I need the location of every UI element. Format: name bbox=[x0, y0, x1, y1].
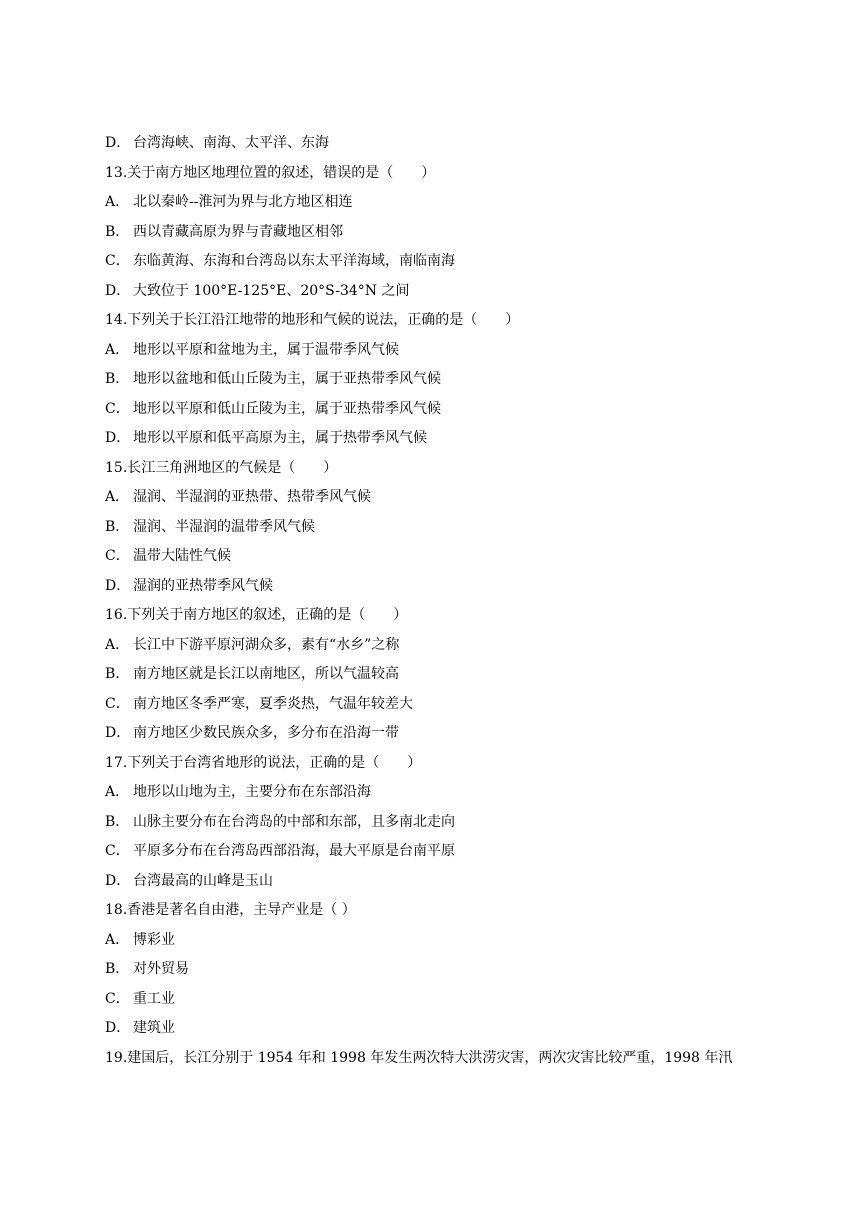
option-letter: C． bbox=[105, 253, 130, 269]
answer-option bbox=[105, 837, 805, 867]
option-text: 地形以盆地和低山丘陵为主，属于亚热带季风气候 bbox=[133, 371, 441, 387]
option-text: 地形以平原和低山丘陵为主，属于亚热带季风气候 bbox=[133, 400, 441, 417]
option-letter: C． bbox=[105, 400, 130, 417]
answer-option bbox=[105, 424, 805, 454]
answer-option bbox=[105, 129, 805, 159]
option-letter: C． bbox=[105, 843, 130, 859]
option-text: 温带大陆性气候 bbox=[133, 548, 231, 564]
answer-option bbox=[105, 277, 805, 307]
answer-option bbox=[105, 778, 805, 808]
answer-option bbox=[105, 247, 805, 277]
option-letter: D． bbox=[105, 430, 131, 446]
answer-option bbox=[105, 542, 805, 572]
option-text: 地形以平原和盆地为主，属于温带季风气候 bbox=[133, 341, 399, 358]
option-letter: A． bbox=[105, 341, 130, 358]
answer-option bbox=[105, 513, 805, 543]
option-letter: A． bbox=[105, 931, 130, 948]
answer-option bbox=[105, 188, 805, 218]
option-text: 湿润的亚热带季风气候 bbox=[133, 577, 273, 594]
answer-option bbox=[105, 483, 805, 513]
option-text: 北以秦岭--淮河为界与北方地区相连 bbox=[133, 194, 353, 210]
answer-option bbox=[105, 955, 805, 985]
option-letter: D． bbox=[105, 282, 131, 299]
answer-option bbox=[105, 218, 805, 248]
question-stem: 19.建国后，长江分别于 1954 年和 1998 年发生两次特大洪涝灾害，两次灾害比较严重，1998 年汛 bbox=[105, 1049, 733, 1066]
option-text: 湿润、半湿润的亚热带、热带季风气候 bbox=[133, 489, 371, 505]
answer-option bbox=[105, 631, 805, 661]
option-text: 建筑业 bbox=[133, 1020, 175, 1036]
option-letter: B． bbox=[105, 813, 130, 830]
option-text: 对外贸易 bbox=[133, 961, 189, 977]
option-letter: B． bbox=[105, 666, 130, 682]
option-text: 湿润、半湿润的温带季风气候 bbox=[133, 518, 315, 535]
option-letter: C． bbox=[105, 548, 130, 564]
question-stem: 17.下列关于台湾省地形的说法，正确的是（ ） bbox=[105, 754, 422, 771]
option-text: 博彩业 bbox=[133, 931, 175, 948]
option-text: 台湾最高的山峰是玉山 bbox=[133, 872, 273, 889]
answer-option bbox=[105, 719, 805, 749]
option-letter: B． bbox=[105, 371, 130, 387]
question-stem: 18.香港是著名自由港，主导产业是（ ） bbox=[105, 902, 356, 918]
option-letter: A． bbox=[105, 194, 130, 210]
option-letter: A． bbox=[105, 489, 130, 505]
answer-option bbox=[105, 867, 805, 897]
answer-option bbox=[105, 985, 805, 1015]
option-text: 长江中下游平原河湖众多，素有“水乡”之称 bbox=[133, 636, 400, 653]
option-letter: D． bbox=[105, 577, 131, 594]
option-letter: D． bbox=[105, 725, 131, 741]
option-letter: C． bbox=[105, 695, 130, 712]
answer-option bbox=[105, 690, 805, 720]
answer-option bbox=[105, 808, 805, 838]
option-text: 重工业 bbox=[133, 990, 175, 1007]
option-letter: B． bbox=[105, 518, 130, 535]
option-text: 大致位于 100°E-125°E、20°S-34°N 之间 bbox=[133, 282, 410, 299]
option-text: 台湾海峡、南海、太平洋、东海 bbox=[133, 135, 329, 151]
option-text: 东临黄海、东海和台湾岛以东太平洋海域，南临南海 bbox=[133, 253, 455, 269]
option-letter: D． bbox=[105, 872, 131, 889]
question-stem: 14.下列关于长江沿江地带的地形和气候的说法，正确的是（ ） bbox=[105, 312, 520, 328]
option-letter: D． bbox=[105, 1020, 131, 1036]
option-letter: A． bbox=[105, 784, 130, 800]
answer-option bbox=[105, 365, 805, 395]
option-text: 南方地区少数民族众多，多分布在沿海一带 bbox=[133, 725, 399, 741]
option-text: 山脉主要分布在台湾岛的中部和东部，且多南北走向 bbox=[133, 813, 455, 830]
answer-option bbox=[105, 660, 805, 690]
option-text: 地形以山地为主，主要分布在东部沿海 bbox=[133, 784, 371, 800]
question-stem: 13.关于南方地区地理位置的叙述，错误的是（ ） bbox=[105, 164, 436, 181]
question-stem: 15.长江三角洲地区的气候是（ ） bbox=[105, 459, 338, 476]
option-letter: B． bbox=[105, 961, 130, 977]
answer-option bbox=[105, 572, 805, 602]
answer-option bbox=[105, 395, 805, 425]
option-text: 南方地区冬季严寒，夏季炎热，气温年较差大 bbox=[133, 695, 413, 712]
option-letter: D． bbox=[105, 135, 131, 151]
option-text: 平原多分布在台湾岛西部沿海，最大平原是台南平原 bbox=[133, 843, 455, 859]
option-text: 西以青藏高原为界与青藏地区相邻 bbox=[133, 223, 343, 240]
answer-option bbox=[105, 1014, 805, 1044]
option-letter: C． bbox=[105, 990, 130, 1007]
answer-option bbox=[105, 926, 805, 956]
option-text: 地形以平原和低平高原为主，属于热带季风气候 bbox=[133, 430, 427, 446]
question-list bbox=[105, 129, 805, 1073]
option-letter: A． bbox=[105, 636, 130, 653]
option-text: 南方地区就是长江以南地区，所以气温较高 bbox=[133, 666, 399, 682]
answer-option bbox=[105, 336, 805, 366]
question-stem: 16.下列关于南方地区的叙述，正确的是（ ） bbox=[105, 607, 408, 623]
option-letter: B． bbox=[105, 223, 130, 240]
